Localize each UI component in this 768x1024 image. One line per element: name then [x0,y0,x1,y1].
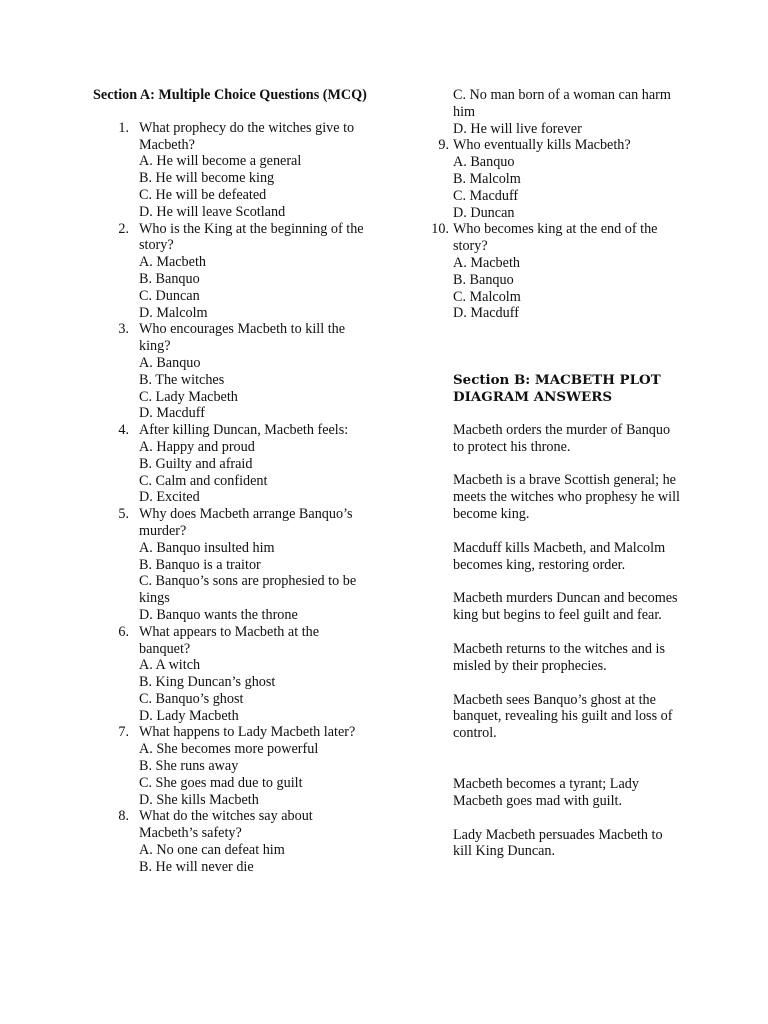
question-number: 8. [118,808,129,825]
option: B. He will never die [139,858,254,875]
left-column [93,87,368,876]
question-2 [93,221,368,322]
plot-item: Macbeth returns to the witches and is misled by their prophecies. [453,640,665,674]
option: D. Malcolm [139,304,208,321]
option: C. Banquo’s ghost [139,690,244,707]
question-number: 10. [431,221,449,238]
question-number: 1. [118,119,129,136]
plot-item: Macduff kills Macbeth, and Malcolm becomes king, restoring order. [453,539,666,573]
option: A. No one can defeat him [139,842,285,859]
option: D. He will leave Scotland [139,203,286,220]
option: D. Banquo wants the throne [139,606,298,623]
question-number: 4. [118,422,129,439]
option: A. Banquo [453,154,515,171]
option: A. She becomes more powerful [139,741,319,758]
option: C. Malcolm [453,288,521,305]
plot-item: Macbeth sees Banquo’s ghost at the banquet, revealing his guilt and loss of control. [453,691,673,742]
option: D. Lady Macbeth [139,707,239,724]
option: D. Macduff [139,405,205,422]
question-number: 3. [118,321,129,338]
option: A. Happy and proud [139,438,255,455]
question-number: 7. [118,724,129,741]
option: B. Malcolm [453,170,521,187]
option: B. Banquo is a traitor [139,556,261,573]
option: A. Banquo insulted him [139,539,275,556]
option: D. Excited [139,489,200,506]
question-text: Why does Macbeth arrange Banquo’s murder? [139,506,353,539]
option: A. Macbeth [139,254,206,271]
question-5 [93,506,368,624]
question-number: 9. [438,137,449,154]
question-3 [93,321,368,422]
option: C. No man born of a woman can harm him [453,87,671,120]
question-8-continued [420,87,682,137]
question-text: What do the witches say about Macbeth’s safety? [139,808,313,842]
question-10 [420,221,682,322]
option: B. The witches [139,371,225,388]
option: B. King Duncan’s ghost [139,674,276,691]
question-text: Who encourages Macbeth to kill the king? [139,321,346,355]
section-a-title: Section A: Multiple Choice Questions (MCQ) [93,87,367,103]
option: A. Macbeth [453,254,520,271]
option: C. Macduff [453,187,519,204]
option: B. She runs away [139,758,239,775]
section-b-title: Section B: MACBETH PLOT DIAGRAM ANSWERS [453,372,661,405]
option: B. He will become king [139,170,275,187]
option: C. Lady Macbeth [139,388,238,405]
option: A. Banquo [139,354,201,371]
question-text: After killing Duncan, Macbeth feels: [139,422,349,439]
option: C. She goes mad due to guilt [139,774,303,791]
option: C. Calm and confident [139,472,268,489]
question-8 [93,808,368,875]
question-number: 2. [118,220,129,237]
option: A. He will become a general [139,153,302,170]
plot-item: Macbeth murders Duncan and becomes king but begins to feel guilt and fear. [453,590,678,624]
question-7 [93,724,368,808]
option: D. Duncan [453,204,515,221]
option: C. He will be defeated [139,186,267,203]
question-4 [93,422,368,506]
question-number: 5. [118,506,129,523]
option: D. She kills Macbeth [139,791,259,808]
plot-item: Lady Macbeth persuades Macbeth to kill King Duncan. [453,826,663,860]
question-1 [93,120,368,221]
plot-item: Macbeth becomes a tyrant; Lady Macbeth goes mad with guilt. [453,775,639,809]
option: C. Duncan [139,287,200,304]
option: B. Banquo [139,270,200,287]
question-text: Who is the King at the beginning of the story? [139,220,364,254]
option: B. Banquo [453,271,514,288]
option: D. He will live forever [453,120,582,137]
option: A. A witch [139,657,201,674]
plot-item: Macbeth orders the murder of Banquo to protect his throne. [453,421,671,455]
question-text: What happens to Lady Macbeth later? [139,724,356,741]
option: C. Banquo’s sons are prophesied to be kings [139,573,357,607]
question-text: What prophecy do the witches give to Macbeth? [139,119,355,153]
option: B. Guilty and afraid [139,455,253,472]
question-text: Who becomes king at the end of the story? [453,221,658,255]
question-6 [93,624,368,725]
question-9 [420,137,682,221]
plot-item: Macbeth is a brave Scottish general; he meets the witches who prophesy he will become king. [453,472,680,522]
option: D. Macduff [453,305,519,322]
question-text: What appears to Macbeth at the banquet? [139,623,320,657]
question-number: 6. [118,623,129,640]
question-text: Who eventually kills Macbeth? [453,137,631,154]
right-column [420,87,682,877]
